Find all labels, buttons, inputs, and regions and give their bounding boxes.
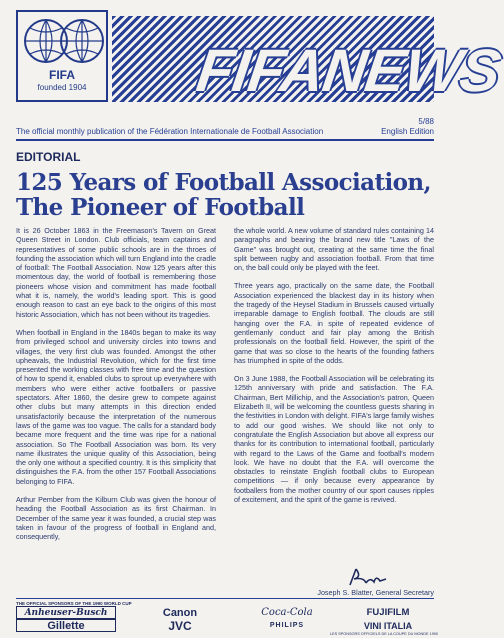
masthead bbox=[16, 10, 504, 104]
signature-scrawl bbox=[346, 567, 390, 589]
body-column-right bbox=[234, 226, 434, 513]
paragraph: When football in England in the 1840s began to make its way from privileged school and university circles into towns and villages, the very first club was founded. Amongst the other upheavals, the Industrial Revolution, which for the first time presented the working classes with free time and the question of how to spend it, enabled clubs to sprout up everywhere with members who were either active footballers or passive spectators. After 1860, the desire grew to compete against other clubs but many attempts in this direction ended unsatisfactorily because the interpretation of the numerous laws of the game was too vague. The calls for a standard body became more frequent and the time was ripe for a national association. So The Football Association was born. Its very name illustrates the unique quality of this Association, being the only one without a specified country. It is this simplicity that distinguishes the F.A. from the other 157 Football Associations belonging to FIFA. bbox=[16, 327, 216, 486]
sponsors-label-french: LES SPONSORS OFFICIELS DE LA COUPE DU MONDE 1990 bbox=[330, 632, 439, 636]
header-rule bbox=[16, 139, 434, 141]
sponsor-logo: Canon bbox=[162, 606, 198, 619]
issue-number: 5/88 bbox=[418, 117, 434, 126]
logo-name: FIFA bbox=[49, 68, 75, 82]
signatory-name: Joseph S. Blatter, General Secretary bbox=[317, 588, 434, 597]
sponsor-logo: Gillette bbox=[16, 619, 116, 632]
sponsor-logo: PHILIPS bbox=[269, 622, 305, 629]
sponsors-label: THE OFFICIAL SPONSORS OF THE 1990 WORLD CUP bbox=[16, 601, 132, 606]
publication-subline bbox=[16, 127, 434, 136]
paragraph: Three years ago, practically on the same date, the Football Association experienced the blackest day in its history when the tragedy of the Heysel Stadium in Brussels caused virtually irreparable damage to English football. The clouds are still hanging over the F.A. in spite of repeated evidence of gentlemanly conduct and fair play among the British professionals on the football field. However, the spirit of the game that was so close to the hearts of the founding fathers has triumphed in spite of the odds. bbox=[234, 281, 434, 365]
headline-line-2: The Pioneer of Football bbox=[16, 194, 305, 221]
paragraph: On 3 June 1988, the Football Association will be celebrating its 125th anniversary with pride and satisfaction. The F.A. Chairman, Bert Millichip, and the Association's patron, Queen Elizabeth II, will be welcoming the countless guests sharing in the festivities in London with delight. FIFA's large family wishes to add our good wishes. We should like not only to congratulate the English Association but above all express our thanks for its contribution to international football, particularly with regard to the Laws of the Game and football's modern look. We have no doubt that the F.A. will overcome the obstacles to reinstate English football clubs to European competitions — if only because every appearance by footballers from the mother country of our sport causes ripples of excitement, and the spirit of the game is revived. bbox=[234, 374, 434, 505]
sponsor-rule bbox=[16, 598, 434, 599]
sponsor-logo: Anheuser-Busch bbox=[16, 606, 116, 619]
globe-icon bbox=[22, 16, 106, 66]
body-column-left bbox=[16, 226, 216, 551]
edition-label: English Edition bbox=[381, 127, 434, 136]
sponsor-logo: FUJIFILM bbox=[366, 607, 410, 618]
paragraph: It is 26 October 1863 in the Freemason's Tavern on Great Queen Street in London. Club officials, team captains and representatives of some public schools are in the throes of founding the association which will turn England into the cradle of football: The Football Association. Now 125 years after this momentous day, the world of football is remembering those pioneers whose vision and commitment has made football what it is, namely, the world's leading sport. This is good enough reason to cast an eye back to the origins of this most historic Association, which has not been without its tragedies. bbox=[16, 226, 216, 319]
sponsor-logo: Coca-Cola bbox=[261, 607, 313, 618]
sponsor-logo: JVC bbox=[168, 618, 192, 633]
publication-title: FIFANEWS bbox=[192, 37, 504, 104]
fifa-logo bbox=[16, 10, 108, 102]
headline bbox=[16, 170, 436, 220]
sponsor-strip bbox=[16, 606, 434, 632]
headline-line-1: 125 Years of Football Association, bbox=[16, 169, 431, 196]
subline-text: The official monthly publication of the Fédération Internationale de Football Association bbox=[16, 127, 324, 136]
sponsor-logo: VINI ITALIA bbox=[363, 620, 413, 631]
logo-founded: founded 1904 bbox=[37, 83, 87, 92]
paragraph: Arthur Pember from the Kilburn Club was given the honour of heading the Football Association as its first Chairman. In December of the same year it was founded, a crucial step was taken in favour of the progress of football in England and, consequently, bbox=[16, 495, 216, 542]
paragraph: the whole world. A new volume of standard rules containing 14 paragraphs and bearing the brand new title "Laws of the Game" was brought out, creating at the same time the final split between rugby and association football. From that time on, the ball could only be played with the feet. bbox=[234, 226, 434, 273]
section-label: EDITORIAL bbox=[16, 150, 81, 164]
